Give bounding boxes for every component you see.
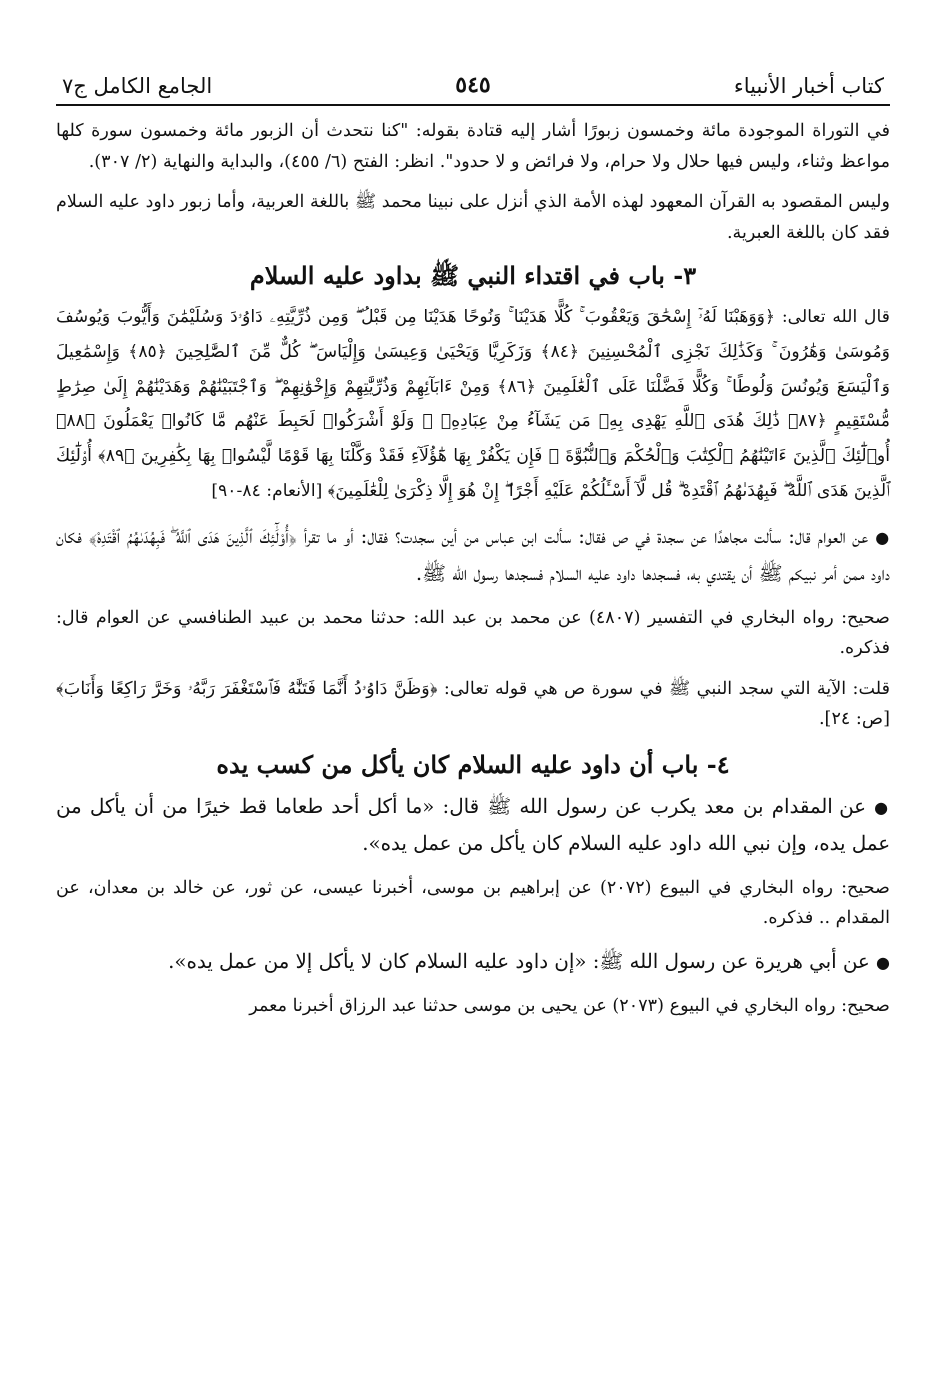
- hadith-al-miqdam: [56, 789, 890, 863]
- bullet-icon: ●: [875, 527, 890, 547]
- quran-reference: [الأنعام: ٨٤-٩٠]: [211, 480, 328, 501]
- hadith-text: عن أبي هريرة عن رسول الله ﷺ: «إن داود عليه السلام كان لا يأكل إلا من عمل يده».: [168, 949, 870, 973]
- hadith-text: عن العوام قال: سألت مجاهدًا عن سجدة في ص فقال: سألت ابن عباس من أين سجدت؟ فقال: أو ما تقرأ ﴿أُو۟لَٰٓئِكَ ٱلَّذِينَ هَدَى ٱللَّهُ ۖ فَبِهُدَىٰهُمُ ٱقْتَدِهْ﴾ فكان داود ممن أمر نبيكم ﷺ أن يقتدي به، فسجدها داود عليه السلام فسجدها رسول الله ﷺ.: [56, 524, 890, 586]
- section-3-heading: ٣- باب في اقتداء النبي ﷺ بداود عليه السلام: [249, 261, 697, 290]
- bullet-icon: ●: [876, 952, 890, 972]
- bullet-icon: ●: [874, 797, 890, 817]
- intro-footnote: في التوراة الموجودة مائة وخمسون زبورًا أشار إليه قتادة بقوله: "كنا نتحدث أن الزبور مائة وخمسون سورة كلها مواعظ وثناء، وليس فيها حلال ولا حرام، ولا فرائض و لا حدود". انظر: الفتح (٦/ ٤٥٥)، والبداية والنهاية (٢/ ٣٠٧).: [56, 121, 890, 172]
- takhrij-al-awwam: صحيح: رواه البخاري في التفسير (٤٨٠٧) عن محمد بن عبد الله: حدثنا محمد بن عبيد الطنافسي عن العوام قال: فذكره.: [56, 607, 890, 659]
- hadith-abu-hurayra: [56, 944, 890, 982]
- page-header: [56, 58, 890, 106]
- author-comment-sad-verse: قلت: الآية التي سجد النبي ﷺ في سورة ص هي قوله تعالى: ﴿وَظَنَّ دَاوُۥدُ أَنَّمَا فَتَنَّٰهُ فَٱسْتَغْفَرَ رَبَّهُۥ وَخَرَّ رَاكِعًا وَأَنَابَ﴾ [ص: ٢٤].: [56, 678, 890, 730]
- quran-passage: [56, 300, 890, 509]
- intro-footnote-2: وليس المقصود به القرآن المعهود لهذه الأمة الذي أنزل على نبينا محمد ﷺ باللغة العربية، وأما زبور داود عليه السلام فقد كان باللغة العبرية.: [56, 192, 890, 243]
- takhrij-al-miqdam: صحيح: رواه البخاري في البيوع (٢٠٧٢) عن إبراهيم بن موسى، أخبرنا عيسى، عن ثور، عن خالد بن معدان، عن المقدام .. فذكره.: [56, 877, 891, 929]
- takhrij-abu-hurayra: صحيح: رواه البخاري في البيوع (٢٠٧٣) عن يحيى بن موسى حدثنا عبد الرزاق أخبرنا معمر: [249, 996, 890, 1017]
- section-4-heading: ٤- باب أن داود عليه السلام كان يأكل من كسب يده: [216, 749, 730, 779]
- series-title: الجامع الكامل ج٧: [62, 74, 213, 98]
- document-page: [56, 58, 890, 1351]
- page-number: ٥٤٥: [455, 72, 491, 98]
- quran-intro: قال الله تعالى:: [775, 307, 890, 327]
- hadith-al-awwam: [56, 519, 890, 593]
- book-title: كتاب أخبار الأنبياء: [733, 74, 884, 98]
- hadith-text: عن المقدام بن معد يكرب عن رسول الله ﷺ قال: «ما أكل أحد طعاما قط خيرًا من أن يأكل من عمل يده، وإن نبي الله داود عليه السلام كان يأكل من عمل يده».: [56, 794, 890, 856]
- quran-verses: ﴿وَوَهَبْنَا لَهُۥٓ إِسْحَٰقَ وَيَعْقُوبَ ۚ كُلًّا هَدَيْنَا ۚ وَنُوحًا هَدَيْنَا مِن قَبْلُ ۖ وَمِن ذُرِّيَّتِهِۦ دَاوُۥدَ وَسُلَيْمَٰنَ وَأَيُّوبَ وَيُوسُفَ وَمُوسَىٰ وَهَٰرُونَ ۚ وَكَذَٰلِكَ نَجْزِى ٱلْمُحْسِنِينَ ﴿٨٤﴾ وَزَكَرِيَّا وَيَحْيَىٰ وَعِيسَىٰ وَإِلْيَاسَ ۖ كُلٌّ مِّنَ ٱلصَّٰلِحِينَ ﴿٨٥﴾ وَإِسْمَٰعِيلَ وَٱلْيَسَعَ وَيُونُسَ وَلُوطًا ۚ وَكُلًّا فَضَّلْنَا عَلَى ٱلْعَٰلَمِينَ ﴿٨٦﴾ وَمِنْ ءَابَآئِهِمْ وَذُرِّيَّٰتِهِمْ وَإِخْوَٰنِهِمْ ۖ وَٱجْتَبَيْنَٰهُمْ وَهَدَيْنَٰهُمْ إِلَىٰ صِرَٰطٍ مُّسْتَقِيمٍ ﴿٨٧﴾ ذَٰلِكَ هُدَى ٱللَّهِ يَهْدِى بِهِۦ مَن يَشَآءُ مِنْ عِبَادِهِۦ ۚ وَلَوْ أَشْرَكُوا۟ لَحَبِطَ عَنْهُم مَّا كَانُوا۟ يَعْمَلُونَ ﴿٨٨﴾ أُو۟لَٰٓئِكَ ٱلَّذِينَ ءَاتَيْنَٰهُمُ ٱلْكِتَٰبَ وَٱلْحُكْمَ وَٱلنُّبُوَّةَ ۚ فَإِن يَكْفُرْ بِهَا هَٰٓؤُلَآءِ فَقَدْ وَكَّلْنَا بِهَا قَوْمًا لَّيْسُوا۟ بِهَا بِكَٰفِرِينَ ﴿٨٩﴾ أُو۟لَٰٓئِكَ ٱلَّذِينَ هَدَى ٱللَّهُ ۖ فَبِهُدَىٰهُمُ ٱقْتَدِهْ ۗ قُل لَّآ أَسْـَٔلُكُمْ عَلَيْهِ أَجْرًا ۖ إِنْ هُوَ إِلَّا ذِكْرَىٰ لِلْعَٰلَمِينَ﴾: [56, 307, 890, 501]
